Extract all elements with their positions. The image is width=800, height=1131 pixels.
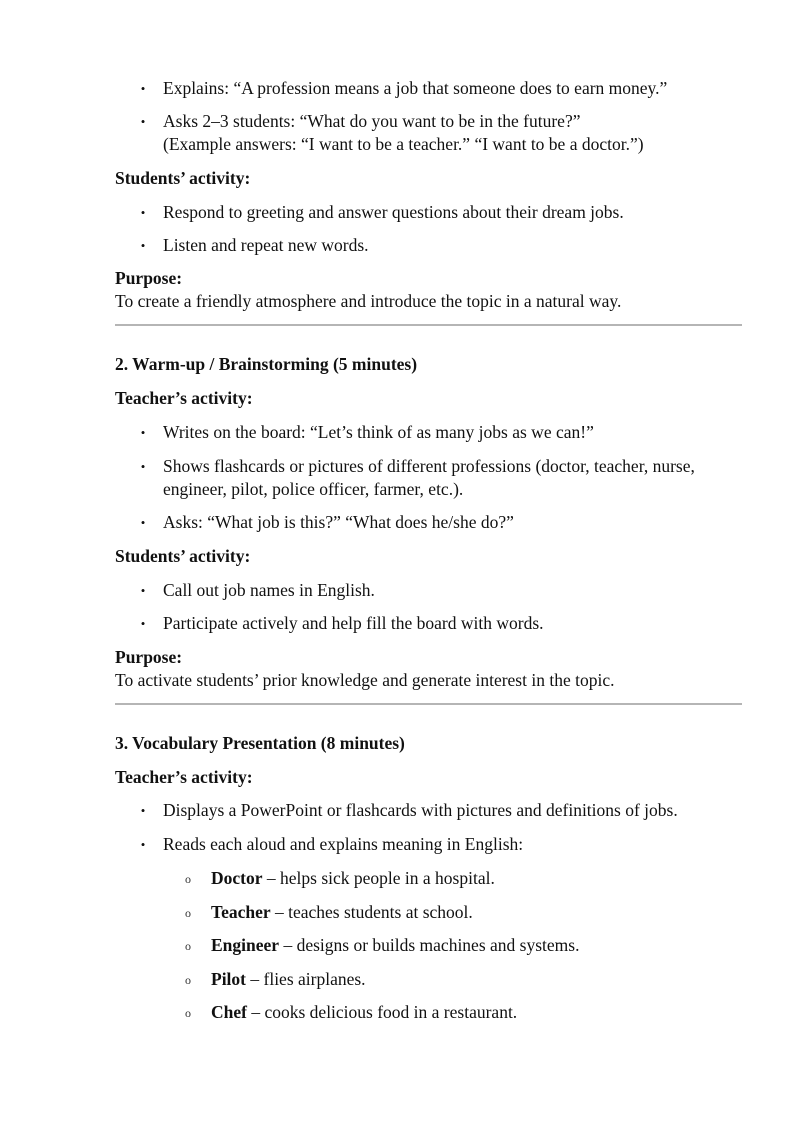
list-item: Writes on the board: “Let’s think of as many jobs as we can!” [163, 422, 594, 442]
vocab-definition: – teaches students at school. [270, 902, 473, 922]
list-item: Participate actively and help fill the board with words. [163, 613, 544, 633]
vocab-term: Engineer [211, 935, 280, 955]
vocab-definition: – flies airplanes. [246, 969, 366, 989]
purpose-heading: Purpose: [115, 647, 183, 667]
list-item: Reads each aloud and explains meaning in English: [163, 834, 524, 854]
vocab-term: Doctor [211, 868, 263, 888]
bullet-icon: • [140, 515, 146, 530]
vocab-term: Teacher [211, 902, 271, 922]
section-divider [115, 324, 742, 326]
vocab-definition: – cooks delicious food in a restaurant. [246, 1002, 518, 1022]
vocab-term: Chef [211, 1002, 247, 1022]
vocab-item [211, 901, 473, 924]
vocab-definition: – helps sick people in a hospital. [262, 868, 495, 888]
vocab-item [211, 934, 579, 957]
vocab-item [211, 1001, 517, 1024]
bullet-icon: • [140, 616, 146, 631]
vocab-term: Pilot [211, 969, 246, 989]
bullet-icon: • [140, 205, 146, 220]
bullet-icon: • [140, 803, 146, 818]
circle-bullet-icon: o [185, 939, 191, 953]
purpose-text: To create a friendly atmosphere and introduce the topic in a natural way. [115, 291, 622, 311]
circle-bullet-icon: o [185, 906, 191, 920]
list-item: Asks 2–3 students: “What do you want to be in the future?” [163, 111, 581, 131]
purpose-text: To activate students’ prior knowledge and generate interest in the topic. [115, 670, 615, 690]
vocab-definition: – designs or builds machines and systems. [279, 935, 580, 955]
list-item: Call out job names in English. [163, 580, 375, 600]
bullet-icon: • [140, 459, 146, 474]
bullet-icon: • [140, 583, 146, 598]
bullet-icon: • [140, 425, 146, 440]
circle-bullet-icon: o [185, 872, 191, 886]
list-item: Explains: “A profession means a job that someone does to earn money.” [163, 78, 668, 98]
circle-bullet-icon: o [185, 973, 191, 987]
list-item-continuation: engineer, pilot, police officer, farmer, etc.). [163, 479, 464, 499]
bullet-icon: • [140, 238, 146, 253]
list-item: Listen and repeat new words. [163, 235, 369, 255]
vocab-item [211, 968, 366, 991]
students-activity-heading: Students’ activity: [115, 546, 251, 566]
section-title: 2. Warm-up / Brainstorming (5 minutes) [115, 354, 418, 374]
bullet-icon: • [140, 837, 146, 852]
vocab-item [211, 867, 495, 890]
list-item: Displays a PowerPoint or flashcards with pictures and definitions of jobs. [163, 800, 678, 820]
circle-bullet-icon: o [185, 1006, 191, 1020]
list-item: Respond to greeting and answer questions about their dream jobs. [163, 202, 624, 222]
section-divider [115, 703, 742, 705]
section-title: 3. Vocabulary Presentation (8 minutes) [115, 733, 405, 753]
list-item: Asks: “What job is this?” “What does he/she do?” [163, 512, 514, 532]
bullet-icon: • [140, 81, 146, 96]
list-item-continuation: (Example answers: “I want to be a teacher.” “I want to be a doctor.”) [163, 134, 644, 154]
teacher-activity-heading: Teacher’s activity: [115, 388, 253, 408]
list-item: Shows flashcards or pictures of different professions (doctor, teacher, nurse, [163, 456, 695, 476]
purpose-heading: Purpose: [115, 268, 183, 288]
students-activity-heading: Students’ activity: [115, 168, 251, 188]
teacher-activity-heading: Teacher’s activity: [115, 767, 253, 787]
bullet-icon: • [140, 114, 146, 129]
